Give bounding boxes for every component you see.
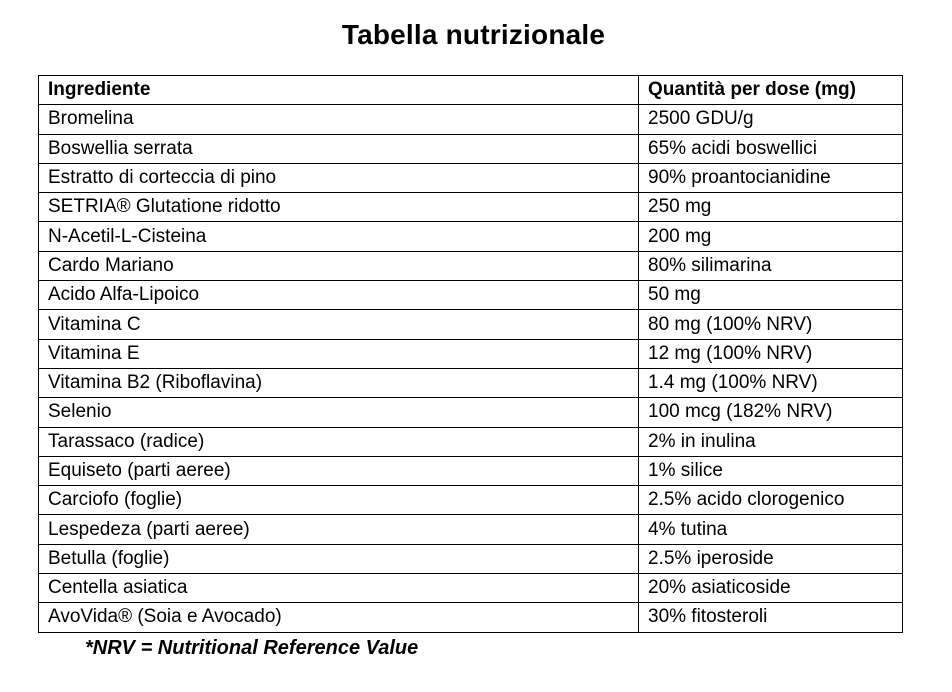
- quantity-cell: 2.5% iperoside: [639, 544, 903, 573]
- quantity-cell: 30% fitosteroli: [639, 603, 903, 632]
- quantity-cell: 2% in inulina: [639, 427, 903, 456]
- ingredient-cell: Centella asiatica: [39, 574, 639, 603]
- quantity-cell: 65% acidi boswellici: [639, 134, 903, 163]
- table-row: [39, 398, 903, 427]
- table-row: [39, 134, 903, 163]
- ingredient-cell: SETRIA® Glutatione ridotto: [39, 193, 639, 222]
- quantity-cell: 50 mg: [639, 281, 903, 310]
- ingredient-cell: Carciofo (foglie): [39, 486, 639, 515]
- table-row: [39, 105, 903, 134]
- ingredient-cell: Cardo Mariano: [39, 251, 639, 280]
- quantity-cell: 250 mg: [639, 193, 903, 222]
- ingredient-cell: Acido Alfa-Lipoico: [39, 281, 639, 310]
- ingredient-cell: Vitamina B2 (Riboflavina): [39, 368, 639, 397]
- ingredient-cell: Betulla (foglie): [39, 544, 639, 573]
- table-row: [39, 339, 903, 368]
- table-row: [39, 515, 903, 544]
- quantity-cell: 12 mg (100% NRV): [639, 339, 903, 368]
- table-row: [39, 193, 903, 222]
- column-header-quantity: Quantità per dose (mg): [639, 76, 903, 105]
- table-row: [39, 222, 903, 251]
- quantity-cell: 80 mg (100% NRV): [639, 310, 903, 339]
- quantity-cell: 20% asiaticoside: [639, 574, 903, 603]
- quantity-cell: 80% silimarina: [639, 251, 903, 280]
- ingredient-cell: Estratto di corteccia di pino: [39, 163, 639, 192]
- ingredient-cell: Bromelina: [39, 105, 639, 134]
- ingredient-cell: Tarassaco (radice): [39, 427, 639, 456]
- column-header-ingredient: Ingrediente: [39, 76, 639, 105]
- quantity-cell: 200 mg: [639, 222, 903, 251]
- table-row: [39, 310, 903, 339]
- quantity-cell: 100 mcg (182% NRV): [639, 398, 903, 427]
- ingredient-cell: Lespedeza (parti aeree): [39, 515, 639, 544]
- quantity-cell: 1% silice: [639, 456, 903, 485]
- quantity-cell: 90% proantocianidine: [639, 163, 903, 192]
- table-row: [39, 603, 903, 632]
- table-row: [39, 251, 903, 280]
- table-header-row: [39, 76, 903, 105]
- table-row: [39, 456, 903, 485]
- quantity-cell: 2500 GDU/g: [639, 105, 903, 134]
- footnote: *NRV = Nutritional Reference Value: [85, 637, 419, 659]
- ingredient-cell: Boswellia serrata: [39, 134, 639, 163]
- table-row: [39, 427, 903, 456]
- table-row: [39, 544, 903, 573]
- table-row: [39, 163, 903, 192]
- ingredient-cell: Equiseto (parti aeree): [39, 456, 639, 485]
- ingredient-cell: AvoVida® (Soia e Avocado): [39, 603, 639, 632]
- ingredient-cell: Vitamina C: [39, 310, 639, 339]
- nutrition-table: [38, 75, 903, 633]
- page-title: Tabella nutrizionale: [341, 19, 606, 50]
- table-body: [39, 105, 903, 632]
- quantity-cell: 2.5% acido clorogenico: [639, 486, 903, 515]
- ingredient-cell: Vitamina E: [39, 339, 639, 368]
- table-row: [39, 574, 903, 603]
- quantity-cell: 4% tutina: [639, 515, 903, 544]
- table-row: [39, 281, 903, 310]
- table-row: [39, 368, 903, 397]
- ingredient-cell: N-Acetil-L-Cisteina: [39, 222, 639, 251]
- table-row: [39, 486, 903, 515]
- ingredient-cell: Selenio: [39, 398, 639, 427]
- quantity-cell: 1.4 mg (100% NRV): [639, 368, 903, 397]
